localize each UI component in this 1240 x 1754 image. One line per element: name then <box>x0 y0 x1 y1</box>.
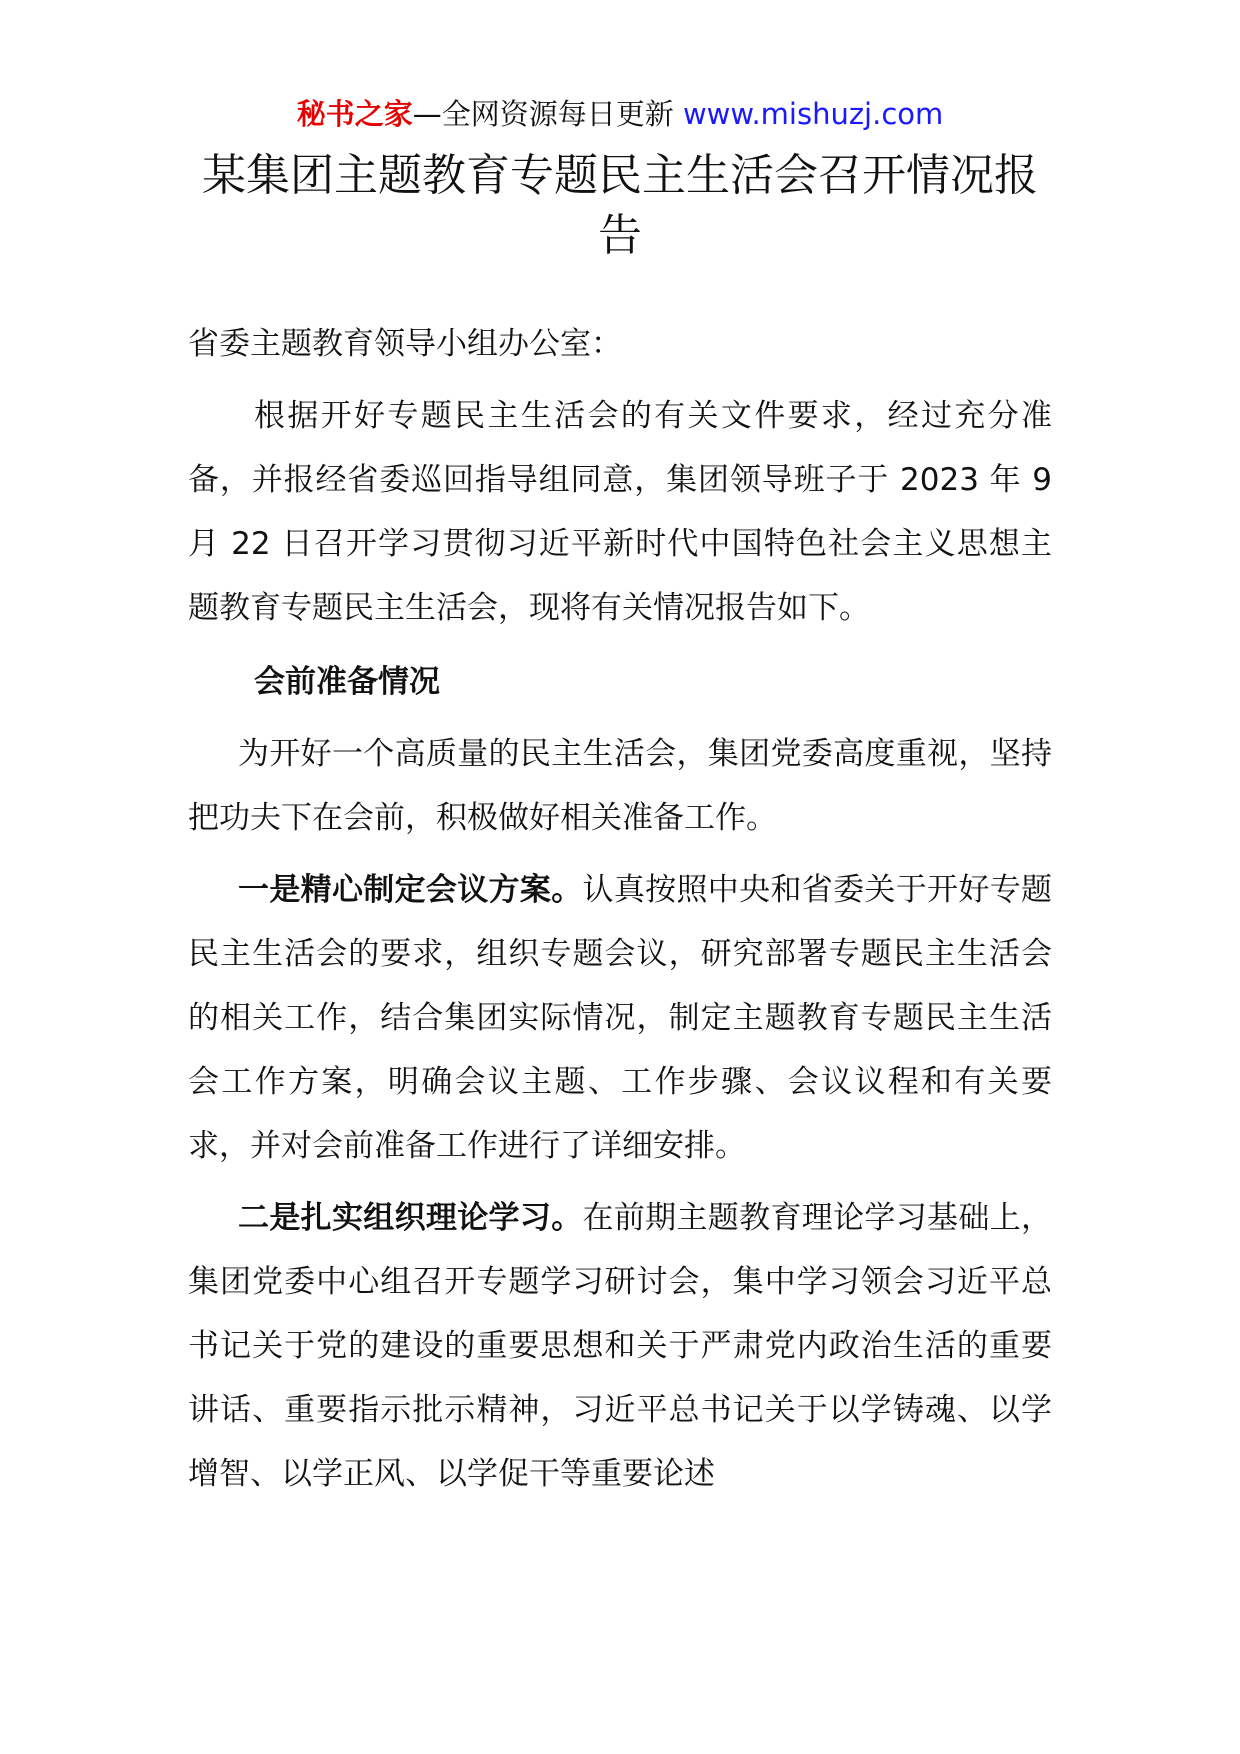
section-heading: 会前准备情况 <box>254 664 440 700</box>
site-header <box>188 92 1052 136</box>
salutation: 省委主题教育领导小组办公室： <box>188 326 622 362</box>
section-intro-paragraph: 为开好一个高质量的民主生活会，集团党委高度重视，坚持把功夫下在会前，积极做好相关准备工作。 <box>188 736 1052 836</box>
item-2-paragraph <box>188 1186 1052 1506</box>
document-page <box>188 92 1052 1506</box>
item-1-body: 认真按照中央和省委关于开好专题民主生活会的要求，组织专题会议，研究部署专题民主生活会的相关工作，结合集团实际情况，制定主题教育专题民主生活会工作方案，明确会议主题、工作步骤、会议议程和有关要求，并对会前准备工作进行了详细安排。 <box>188 872 1053 1164</box>
site-url-link[interactable]: www.mishuzj.com <box>682 97 944 131</box>
item-2-body: 在前期主题教育理论学习基础上，集团党委中心组召开专题学习研讨会，集中学习领会习近平总书记关于党的建设的重要思想和关于严肃党内政治生活的重要讲话、重要指示批示精神，习近平总书记关于以学铸魂、以学增智、以学正风、以学促干等重要论述 <box>188 1200 1053 1492</box>
item-1-paragraph <box>188 858 1052 1178</box>
brand-name: 秘书之家 <box>296 97 413 131</box>
document-title: 某集团主题教育专题民主生活会召开情况报告 <box>202 150 1038 261</box>
item-1-lead: 一是精心制定会议方案。 <box>238 872 583 908</box>
header-slogan: —全网资源每日更新 <box>412 97 674 131</box>
intro-paragraph: 根据开好专题民主生活会的有关文件要求，经过充分准备，并报经省委巡回指导组同意，集团领导班子于 2023 年 9 月 22 日召开学习贯彻习近平新时代中国特色社会主义思想主题教育专题民主生活会，现将有关情况报告如下。 <box>188 398 1052 626</box>
item-2-lead: 二是扎实组织理论学习。 <box>238 1200 583 1236</box>
